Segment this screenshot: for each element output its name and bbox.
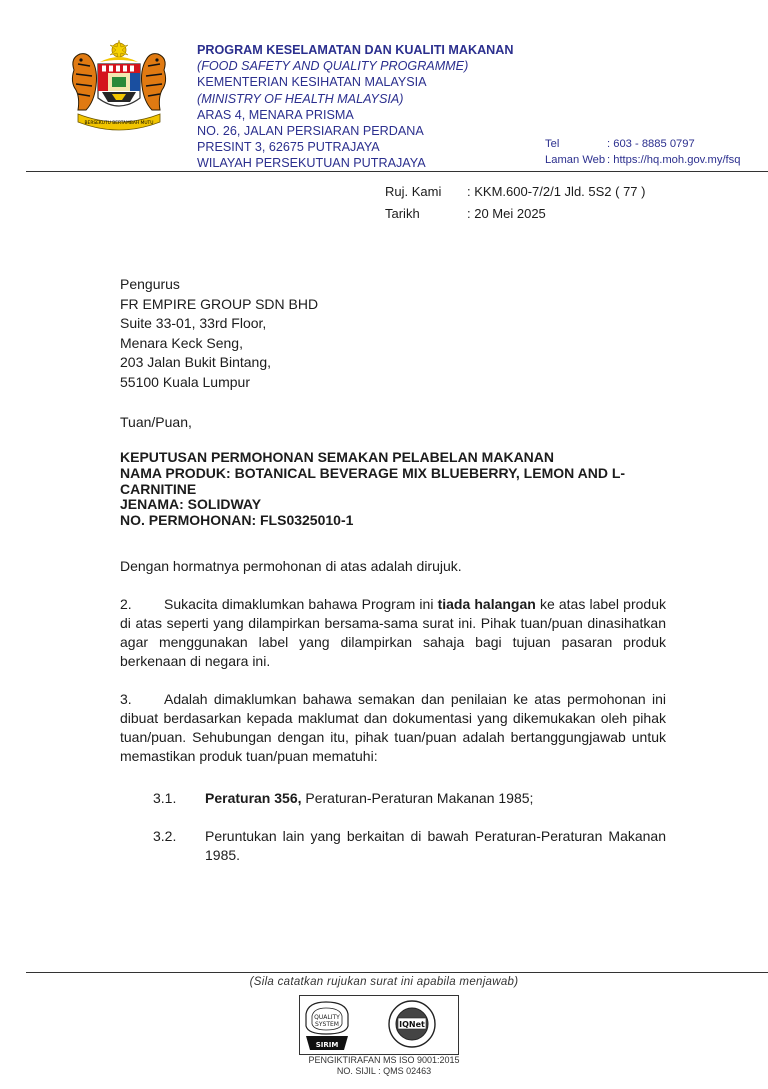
ministry-name-english: (MINISTRY OF HEALTH MALAYSIA) [197, 91, 404, 106]
subject-block [120, 450, 680, 529]
subject-line: JENAMA: SOLIDWAY [120, 496, 262, 513]
paragraph-number: 3. [120, 691, 132, 707]
item-bold: Peraturan 356, [205, 790, 302, 806]
cert-system-text: SYSTEM [315, 1021, 339, 1028]
paragraph-1: Dengan hormatnya permohonan di atas adalah dirujuk. [120, 558, 462, 574]
cert-iqnet-text: IQNet [399, 1020, 425, 1029]
tel-label: Tel [545, 138, 560, 150]
reference-block [385, 181, 645, 225]
org-name: PROGRAM KESELAMATAN DAN KUALITI MAKANAN [197, 43, 514, 57]
salutation: Tuan/Puan, [120, 414, 192, 430]
address-line: Menara Keck Seng, [120, 334, 243, 351]
malaysia-coat-of-arms-icon [64, 40, 174, 132]
cert-sirim-text: SIRIM [315, 1041, 339, 1049]
ministry-name: KEMENTERIAN KESIHATAN MALAYSIA [197, 75, 427, 90]
tarikh-value: : 20 Mei 2025 [467, 206, 546, 221]
footer-divider [26, 972, 768, 973]
subject-line: KEPUTUSAN PERMOHONAN SEMAKAN PELABELAN MAKANAN [120, 449, 555, 465]
certification-caption [0, 1055, 768, 1077]
paragraph-number: 2. [120, 596, 132, 612]
address-line: 203 Jalan Bukit Bintang, [120, 354, 271, 370]
address-line: 55100 Kuala Lumpur [120, 373, 250, 390]
tel-value: : 603 - 8885 0797 [607, 138, 695, 150]
address-line-2: NO. 26, JALAN PERSIARAN PERDANA [197, 124, 424, 139]
web-label: Laman Web [545, 153, 606, 166]
subject-line: NAMA PRODUK: BOTANICAL BEVERAGE MIX BLUEBERRY, LEMON AND L- [120, 464, 626, 481]
paragraph-3 [120, 690, 666, 766]
list-item [153, 827, 666, 864]
letterhead-divider [26, 171, 768, 172]
item-number: 3.2. [153, 828, 177, 844]
footer-note: (Sila catatkan rujukan surat ini apabila menjawab) [249, 976, 519, 988]
item-text: Peruntukan lain yang berkaitan di bawah Peraturan-Peraturan Makanan 1985. [205, 828, 666, 863]
ruj-label: Ruj. Kami [385, 184, 442, 199]
address-line-3: PRESINT 3, 62675 PUTRAJAYA [197, 140, 380, 155]
item-text: Peraturan-Peraturan Makanan 1985; [301, 790, 534, 806]
svg-text:BERSEKUTU BERTAMBAH MUTU: BERSEKUTU BERTAMBAH MUTU [84, 121, 154, 126]
item-number: 3.1. [153, 790, 177, 806]
cert-caption-line: NO. SIJIL : QMS 02463 [336, 1066, 432, 1076]
letterhead-contact [545, 137, 740, 168]
paragraph-text: ke atas label produk di atas seperti yang dilampirkan bersama-sama surat ini. Pihak tuan/puan dinasihatkan agar menggunakan label yang dilampirkan sahaja bagi tujuan pasaran produk berkenaan di negara ini. [120, 596, 666, 669]
subject-line: NO. PERMOHONAN: FLS0325010-1 [120, 512, 354, 529]
cert-caption-line: PENGIKTIRAFAN MS ISO 9001:2015 [308, 1055, 460, 1065]
ruj-value: : KKM.600-7/2/1 Jld. 5S2 ( 77 ) [467, 184, 646, 199]
paragraph-2 [120, 595, 666, 671]
certification-logos [299, 995, 459, 1055]
address-line: Suite 33-01, 33rd Floor, [120, 315, 267, 331]
certification-badge-icon [300, 996, 458, 1054]
address-line: Pengurus [120, 276, 180, 292]
list-item [153, 789, 666, 808]
paragraph-text: Sukacita dimaklumkan bahawa Program ini [164, 596, 438, 612]
recipient-address [120, 275, 318, 392]
paragraph-bold: tiada halangan [437, 596, 536, 612]
address-line-4: WILAYAH PERSEKUTUAN PUTRAJAYA [197, 156, 426, 171]
web-value: : https://hq.moh.gov.my/fsq [607, 153, 741, 166]
letterhead-organization [197, 42, 513, 172]
subject-line: CARNITINE [120, 480, 197, 497]
address-line: FR EMPIRE GROUP SDN BHD [120, 295, 319, 312]
paragraph-text: Adalah dimaklumkan bahawa semakan dan penilaian ke atas permohonan ini dibuat berdasarkan kepada maklumat dan dokumentasi yang dikemukakan oleh pihak tuan/puan. Sehubungan dengan itu, pihak tuan/puan adalah bertanggungjawab untuk memastikan produk tuan/puan mematuhi: [120, 691, 666, 764]
address-line-1: ARAS 4, MENARA PRISMA [197, 107, 354, 122]
cert-quality-text: QUALITY [314, 1014, 340, 1021]
tarikh-label: Tarikh [385, 206, 420, 221]
org-name-english: (FOOD SAFETY AND QUALITY PROGRAMME) [197, 59, 469, 74]
